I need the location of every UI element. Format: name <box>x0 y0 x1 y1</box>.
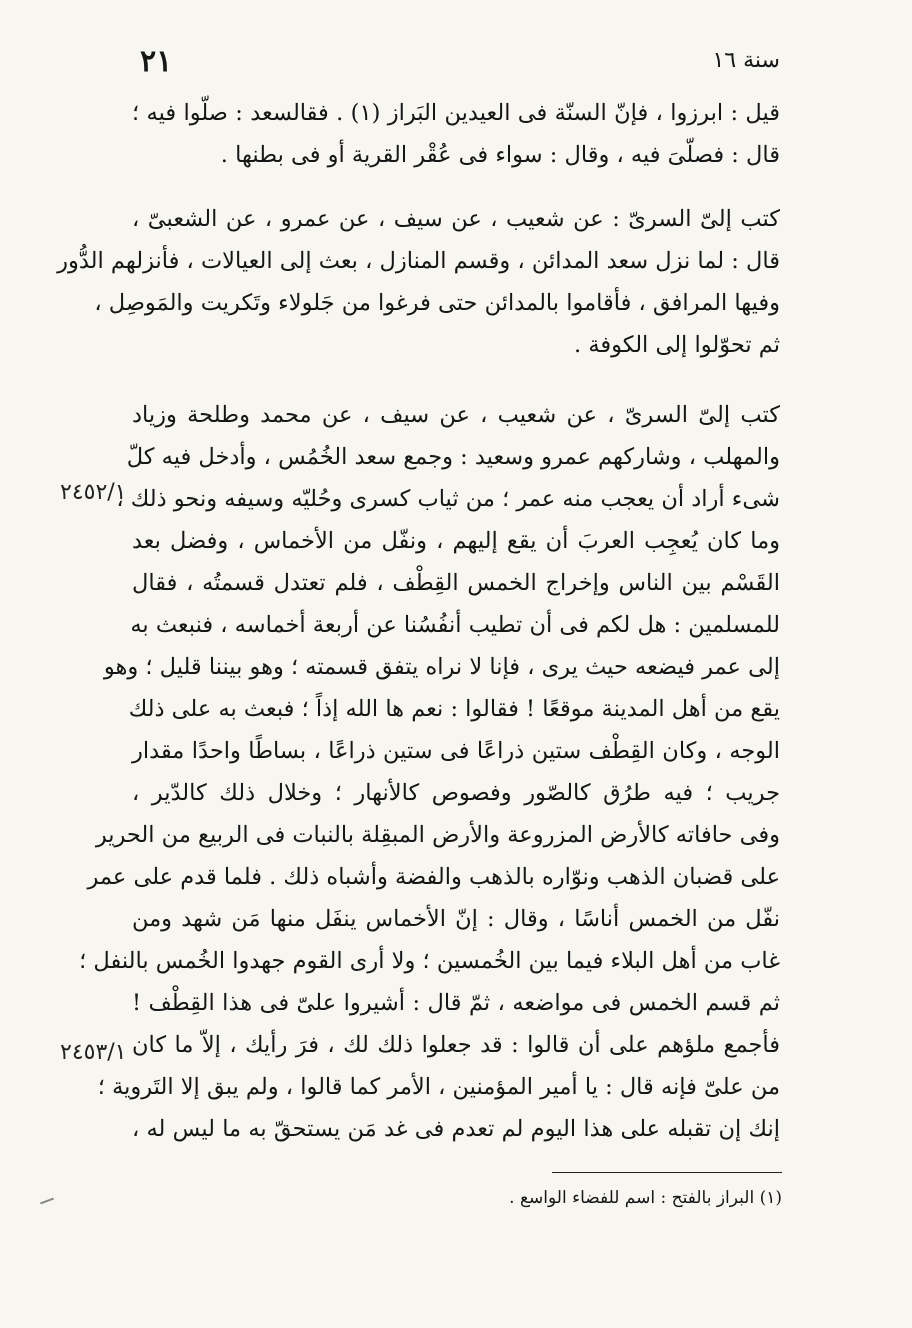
text-line: كتب إلىّ السرىّ : عن شعيب ، عن سيف ، عن عمرو ، عن الشعبىّ ، <box>132 206 780 232</box>
text-line: قال : فصلّىَ فيه ، وقال : سواء فى عُقْر القرية أو فى بطنها . <box>220 142 780 168</box>
footnote-divider <box>552 1172 782 1173</box>
text-line: الوجه ، وكان القِطْف ستين ذراعًا فى ستين ذراعًا ، بساطًا واحدًا مقدار <box>132 738 780 764</box>
text-line: على قضبان الذهب ونوّاره بالذهب والفضة وأشباه ذلك . فلما قدم على عمر <box>87 864 780 890</box>
paragraph-2 <box>57 198 780 366</box>
page-header <box>140 44 780 94</box>
text-line: للمسلمين : هل لكم فى أن تطيب أنفُسُنا عن أربعة أخماسه ، فنبعث به <box>130 612 780 638</box>
text-line: نفّل من الخمس أناسًا ، وقال : إنّ الأخماس ينفَل منها مَن شهد ومن <box>132 906 780 932</box>
margin-reference: ٢٤٥٢/١ <box>60 480 127 505</box>
text-line: جريب ؛ فيه طرُق كالصّور وفصوص كالأنهار ؛ وخلال ذلك كالدّير ، <box>132 780 780 806</box>
page-number: ٢١ <box>140 44 173 79</box>
text-line: فأجمع ملؤهم على أن قالوا : قد جعلوا ذلك لك ، فرَ رأيك ، إلاّ ما كان <box>132 1032 780 1058</box>
margin-reference: ٢٤٥٣/١ <box>60 1040 127 1065</box>
text-line: ثم قسم الخمس فى مواضعه ، ثمّ قال : أشيروا علىّ فى هذا القِطْف ! <box>132 990 780 1016</box>
text-line: قيل : ابرزوا ، فإنّ السنّة فى العيدين البَراز (١) . فقالسعد : صلّوا فيه ؛ <box>132 100 780 126</box>
footnote: (١) البراز بالفتح : اسم للفضاء الواسع . <box>509 1188 782 1208</box>
text-line: والمهلب ، وشاركهم عمرو وسعيد : وجمع سعد الخُمُس ، وأدخل فيه كلّ <box>126 444 780 470</box>
text-line: القَسْم بين الناس وإخراج الخمس القِطْف ، فلم تعتدل قسمتُه ، فقال <box>132 570 780 596</box>
text-line: ثم تحوّلوا إلى الكوفة . <box>574 332 780 358</box>
text-line: وفيها المرافق ، فأقاموا بالمدائن حتى فرغوا من جَلولاء وتَكريت والمَوصِل ، <box>94 290 780 316</box>
text-line: وفى حافاته كالأرض المزروعة والأرض المبقِلة بالنبات فى الربيع من الحرير <box>95 822 780 848</box>
text-line: غاب من أهل البلاء فيما بين الخُمسين ؛ ولا أرى القوم جهدوا الخُمس بالنفل ؛ <box>79 948 780 974</box>
text-line: قال : لما نزل سعد المدائن ، وقسم المنازل ، بعث إلى العيالات ، فأنزلهم الدُّور <box>57 248 780 274</box>
text-line: يقع من أهل المدينة موقعًا ! فقالوا : نعم ها الله إذاً ؛ فبعث به على ذلك <box>128 696 780 722</box>
text-line: شىء أراد أن يعجب منه عمر ؛ من ثياب كسرى وحُليّه وسيفه ونحو ذلك ، <box>116 486 780 512</box>
text-line: وما كان يُعجِب العربَ أن يقع إليهم ، ونفّل من الأخماس ، وفضل بعد <box>132 528 780 554</box>
text-line: من علىّ فإنه قال : يا أمير المؤمنين ، الأمر كما قالوا ، ولم يبق إلا التَروية ؛ <box>97 1074 780 1100</box>
text-line: إنك إن تقبله على هذا اليوم لم تعدم فى غد مَن يستحقّ به ما ليس له ، <box>132 1116 780 1142</box>
running-head: سنة ١٦ <box>712 48 780 73</box>
scan-mark <box>40 1198 54 1205</box>
text-line: كتب إلىّ السرىّ ، عن شعيب ، عن سيف ، عن محمد وطلحة وزياد <box>132 402 780 428</box>
text-line: إلى عمر فيضعه حيث يرى ، فإنا لا نراه يتفق قسمته ؛ وهو بيننا قليل ؛ وهو <box>103 654 780 680</box>
paragraph-1 <box>132 92 780 176</box>
